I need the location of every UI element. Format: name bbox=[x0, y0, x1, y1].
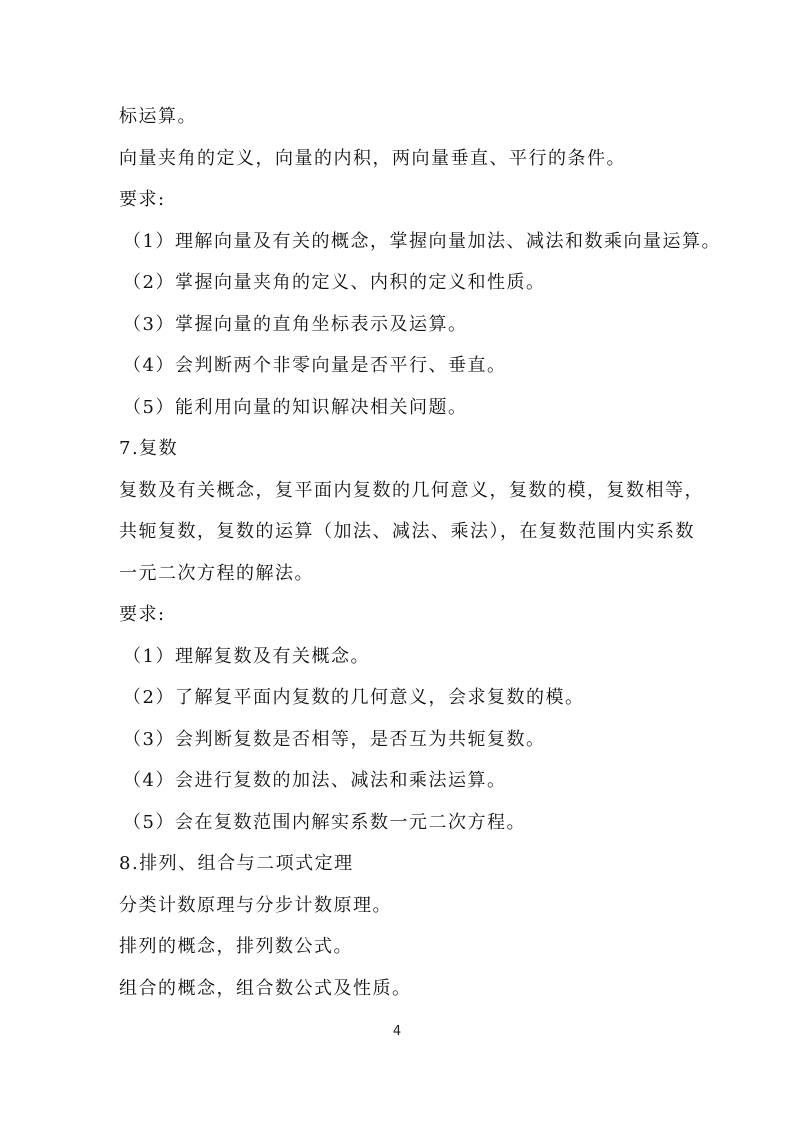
page-number: 4 bbox=[392, 1024, 402, 1039]
list-item: （3）掌握向量的直角坐标表示及运算。 bbox=[123, 313, 468, 335]
page-body bbox=[119, 101, 721, 1014]
section-heading: 7.复数 bbox=[119, 438, 179, 459]
paragraph-line: 一元二次方程的解法。 bbox=[119, 562, 314, 584]
paragraph-line: 排列的概念，排列数公式。 bbox=[119, 936, 353, 957]
list-item: （4）会判断两个非零向量是否平行、垂直。 bbox=[123, 355, 507, 376]
list-item: （4）会进行复数的加法、减法和乘法运算。 bbox=[123, 770, 507, 791]
paragraph-line: 组合的概念，组合数公式及性质。 bbox=[119, 977, 412, 999]
requirements-heading: 要求: bbox=[119, 189, 166, 210]
list-item: （2）了解复平面内复数的几何意义，会求复数的模。 bbox=[123, 687, 585, 708]
requirements-heading: 要求: bbox=[119, 604, 166, 625]
paragraph-line: 共轭复数，复数的运算（加法、减法、乘法），在复数范围内实系数 bbox=[119, 521, 695, 542]
paragraph-line: 复数及有关概念，复平面内复数的几何意义，复数的模，复数相等， bbox=[119, 479, 704, 501]
list-item: （5）会在复数范围内解实系数一元二次方程。 bbox=[123, 811, 526, 833]
list-item: （3）会判断复数是否相等，是否互为共轭复数。 bbox=[123, 728, 546, 750]
text-line-vector-op-end: 标运算。 bbox=[119, 106, 197, 127]
paragraph-line: 分类计数原理与分步计数原理。 bbox=[119, 894, 392, 916]
list-item: （5）能利用向量的知识解决相关问题。 bbox=[123, 396, 468, 418]
list-item: （2）掌握向量夹角的定义、内积的定义和性质。 bbox=[123, 272, 546, 293]
list-item: （1）理解向量及有关的概念，掌握向量加法、减法和数乘向量运算。 bbox=[123, 230, 721, 252]
text-line-vector-angle: 向量夹角的定义，向量的内积，两向量垂直、平行的条件。 bbox=[119, 147, 626, 169]
section-heading: 8.排列、组合与二项式定理 bbox=[119, 853, 354, 874]
list-item: （1）理解复数及有关概念。 bbox=[123, 645, 370, 667]
